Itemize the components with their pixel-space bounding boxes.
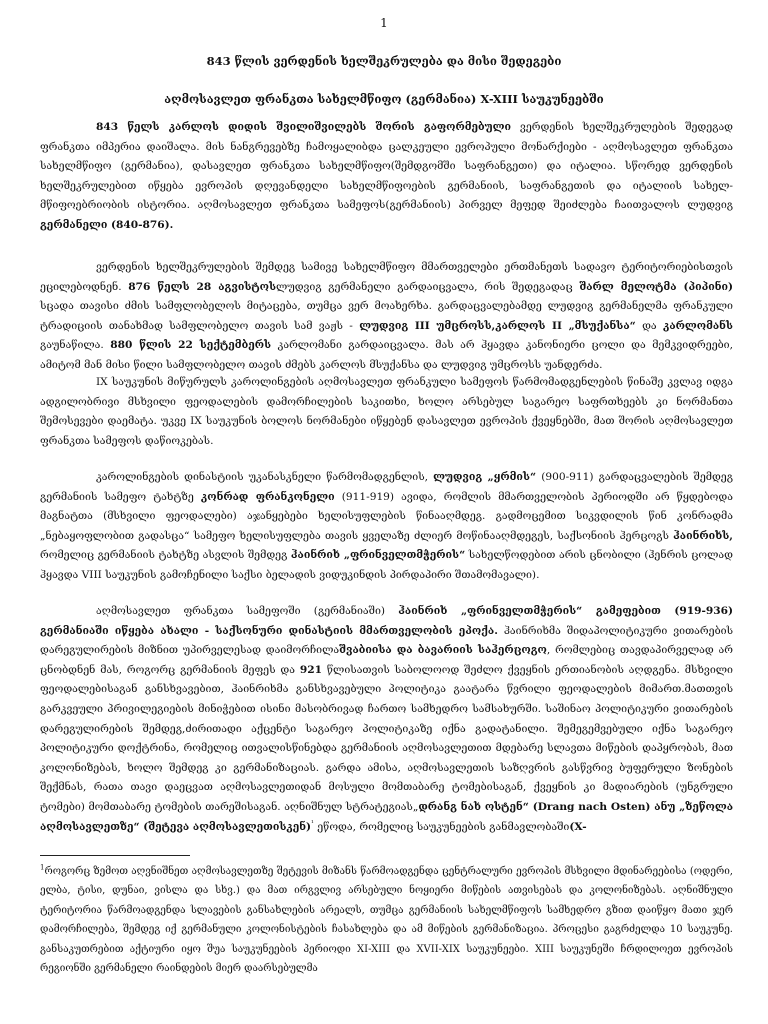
paragraph — [40, 373, 733, 451]
bold-text-run: 921 — [299, 663, 322, 676]
footnote-marker: 1 — [40, 863, 45, 872]
bold-text-run: კონრად ფრანკონელი — [200, 490, 335, 503]
page-number: 1 — [380, 16, 388, 30]
text-run: წლისათვის საბოლოოდ შეძლო ქვეყნის ერთიანობის აღდგენა. მსხვილი ფეოდალებისაგან განსხვავებით, ჰაინრიხმა განსხვავებული პოლიტიკა გაატარა წვრილი ფეოდალების მიმართ.მათთვის გარკვეული პრივილეგიების მინიჭებით ისინი მასობრივად ჩართო სამხედრო სამსახურში. საშინაო პოლიტიკური ვითარების დარეგულირების შემდეგ,ძირითადი აქცენტი საგარეო პოლიტიკაზე იქნა გადატანილი. შემეგემვებული იქნა საგარეო პოლიტიკური დოქტრინა, რომელიც ითვალისწინებდა გერმანიის აღმოსავლეთით მდებარე სლავთა მიწების დაპყრობას, მათ კოლონიზებას, ხოლო შემდეგ კი გერმანიზაციას. გარდა ამისა, აღმოსავლეთის საზღვრის გასწვრივ ბუფერული ზონების შექმნას, რათა თავი დაეცვათ აღმოსავლეთიდან მოსული მომთაბარე ტომებისაგან, ქვეყნის კი მადიარების (უნგრული ტომები) მომთაბარე ტომების თარეშისაგან. აღნიშნულ სტრატეგიას„ — [40, 663, 733, 813]
bold-text-run: 880 წლის 22 სექტემბერს — [110, 339, 272, 352]
bold-text-run: დრანგ ნახ ოსტენ“ (Drang nach Osten) ანუ „ზეწოლა აღმოსავლეთზე“ (შეტევა აღმოსავლეთისკენ) — [40, 800, 733, 833]
bold-text-run: 843 წელს კარლოს დიდის შვილიშვილებს შორის გაფორმებული — [96, 121, 511, 133]
bold-text-run: შარლ მელოტმა (პიპინი) — [579, 280, 733, 293]
text-run: ლუდვიგ გერმანელი გარდაიცვალა, რის შედეგადაც — [276, 280, 580, 293]
text-run: და — [635, 319, 663, 332]
bold-text-run: გერმანელი (840-876). — [40, 218, 174, 231]
text-run: ჰაინრიხმა შიდაპოლიტიკური ვითარების დარეგულირების მიზნით უპირველესად დაიმორჩილა — [40, 624, 733, 657]
text-run: რომელიც გერმანიის ტახტზე ასვლის შემდეგ — [40, 549, 291, 562]
bold-text-run: ლუდვიგ „ყრმის“ — [433, 471, 537, 483]
text-run: გაუნაწილა. — [40, 339, 111, 352]
text-run: სცადა თავისი ძმის სამფლობელოს მიტაცება, თუმცა ვერ მოახერხა. გარდაცვალებამდე ლუდვიგ გერმანელმა ფრანკული ტრადიციის თანახმად სამფლობელო თავის სამ ვაჟს - — [40, 300, 733, 332]
text-run: ვერდენის ხელშეკრულების შემდეგ სამივე სახელმწიფო მმართველები ერთმანეთს სადავო ტერიტორიებისთვის ეცილებოდნენ. — [40, 261, 733, 293]
paragraph — [40, 118, 733, 236]
footnote-reference: ¹ — [311, 819, 314, 827]
text-run: ვერდენის ხელშეკრულების შედეგად ფრანკთა იმპერია დაიშალა. მის ნანგრევებზე ჩამოყალიბდა ცალკეული ევროპული მონარქიები - აღმოსავლეთ ფრანკთა სახელმწიფო (გერმანია), დასავლეთ ფრანკთა სახელმწიფო(შემდგომში საფრანგეთი) და იტალია. სწორედ ვერდენის ხელშეკრულებით იწყება ევროპის დღევანდელი სახელმწიფოების გერმანიის, საფრანგეთის და იტალიის სახელ-მწიფოებრიობის ისტორია. აღმოსავლეთ ფრანკთა სამეფოს(გერმანიის) პირველ მეფედ შეიძლება ჩაითვალოს ლუდვიგ — [40, 121, 734, 212]
footnote-text: როგორც ზემოთ აღვნიშნეთ აღმოსავლეთზე შეტევის მიზანს წარმოადგენდა ცენტრალური ევროპის მსხვილი მდინარეებისა (ოდერი, ელბა, ტისი, დუნაი, ვისლა და სხვ.) და მათ ირგვლივ არსებული ნოყიერი მიწების ათვისებას და კოლონიზებას. აღნიშნული ტერიტორია წარმოადგენდა სლავების განსახლების არეალს, თუმცა გერმანიის სახელმწიფოს სამხედრო გზით დაიწყო მათი ჯერ დამორჩილება, შემდეგ იქ გერმანული კოლონისტების ჩასახლება და ამ მიწების გერმანიზაცია. პროცესი გაგრძელდა 10 საუკუნე. განსაკუთრებით აქტიური იყო შუა საუკუნეების პერიოდი XI-XIII და XVII-XIX საუკუნეები. XIII საუკუნეში ჩრდილოეთ ევროპის რეგიონში გერმანელი რაინდების მიერ დაარსებულმა — [40, 866, 733, 975]
paragraph — [40, 258, 733, 376]
text-run: ეწოდა, რომელიც საუკუნეების განმავლობაში — [313, 820, 570, 833]
document-subtitle: აღმოსავლეთ ფრანკთა სახელმწიფო (გერმანია) X-XIII საუკუნეებში — [164, 92, 604, 106]
text-run: სახელწოდებით არის ცნობილი (ჰენრის ცოლად ჰყავდა VIII საუკუნის გამოჩენილი საქსი ბელადის ვიდუკინდის პირდაპირი შთამომავალი). — [40, 549, 733, 581]
bold-text-run: (X- — [569, 820, 587, 833]
text-run: , რომლებიც თავდაპირველად არ ცნობდნენ მას, როგორც გერმანიის მეფეს და — [40, 644, 733, 676]
footnote — [40, 862, 733, 978]
document-title: 843 წლის ვერდენის ხელშეკრულება და მისი შედეგები — [206, 54, 562, 68]
text-run: კარლომანი გარდაიცვალა. მას არ ჰყავდა კანონიერი ცოლი და მემკვიდრეები, ამიტომ მან მისი წილი სამფლობელო თავის ძმებს კარლოს მსუქანსა და ლუდვიგ უმცროსს უანდერძა. — [40, 339, 733, 371]
bold-text-run: კარლომანს — [662, 319, 733, 332]
text-run: აღმოსავლეთ ფრანკთა სამეფოში (გერმანიაში) — [96, 605, 399, 617]
bold-text-run: ჰაინრიხ „ფრინველთმჭერის“ გამეფებით (919-936) გერმანიაში იწყება ახალი - საქსონური დინასტიის მმართველობის ეპოქა. — [40, 605, 734, 637]
bold-text-run: 876 წელს 28 აგვისტოს — [128, 280, 277, 293]
bold-text-run: ჰაინრიხ „ფრინველთმჭერის“ — [290, 549, 466, 562]
text-run: IX საუკუნის მიწურულს კაროლინგების აღმოსავლეთ ფრანკული სამეფოს წარმომადგენლების წინაშე კვლავ იდგა ადგილობრივი მსხვილი ფეოდალების დამორჩილების საკითხი, ხოლო არსებულ საგარეო საფრთხეებს კი ნორმანთა შემოსევები დაემატა. უკვე IX საუკუნის ბოლოს ნორმანები იწყებენ დასავლეთ ევროპის ქვეყნებში, მათ შორის აღმოსავლეთ ფრანკთა სამეფოს დაწიოკებას. — [40, 376, 733, 447]
bold-text-run: ჰაინრიხს, — [673, 529, 733, 542]
text-run: კაროლინგების დინასტიის უკანასკნელი წარმომადგენლის, — [96, 471, 434, 483]
text-run: (911-919) ავიდა, რომლის მმართველობის პერიოდში არ წყდებოდა მაგნატთა (მსხვილი ფეოდალები) აჯანყებები ხელისუფლების წინააღმდეგ. გადმოცემით სიკვდილის წინ კონრადმა „ნებაყოფლობით გადასცა“ სამეფო ხელისუფლება თავის ყველაზე ძლიერ მოწინააღმდეგეს, საქსონიის ჰერცოგს — [40, 490, 733, 542]
bold-text-run: ლუდვიგ III უმცროსს,კარლოს II „მსუქანსა“ — [359, 319, 636, 332]
text-run: (900-911) გარდაცვალების შემდეგ გერმანიის სამეფო ტახტზე — [40, 471, 733, 503]
paragraph — [40, 602, 733, 837]
paragraph — [40, 468, 733, 586]
footnote-separator — [40, 855, 190, 856]
bold-text-run: შვაბიისა და ბავარიის საჰერცოგო — [339, 644, 547, 657]
